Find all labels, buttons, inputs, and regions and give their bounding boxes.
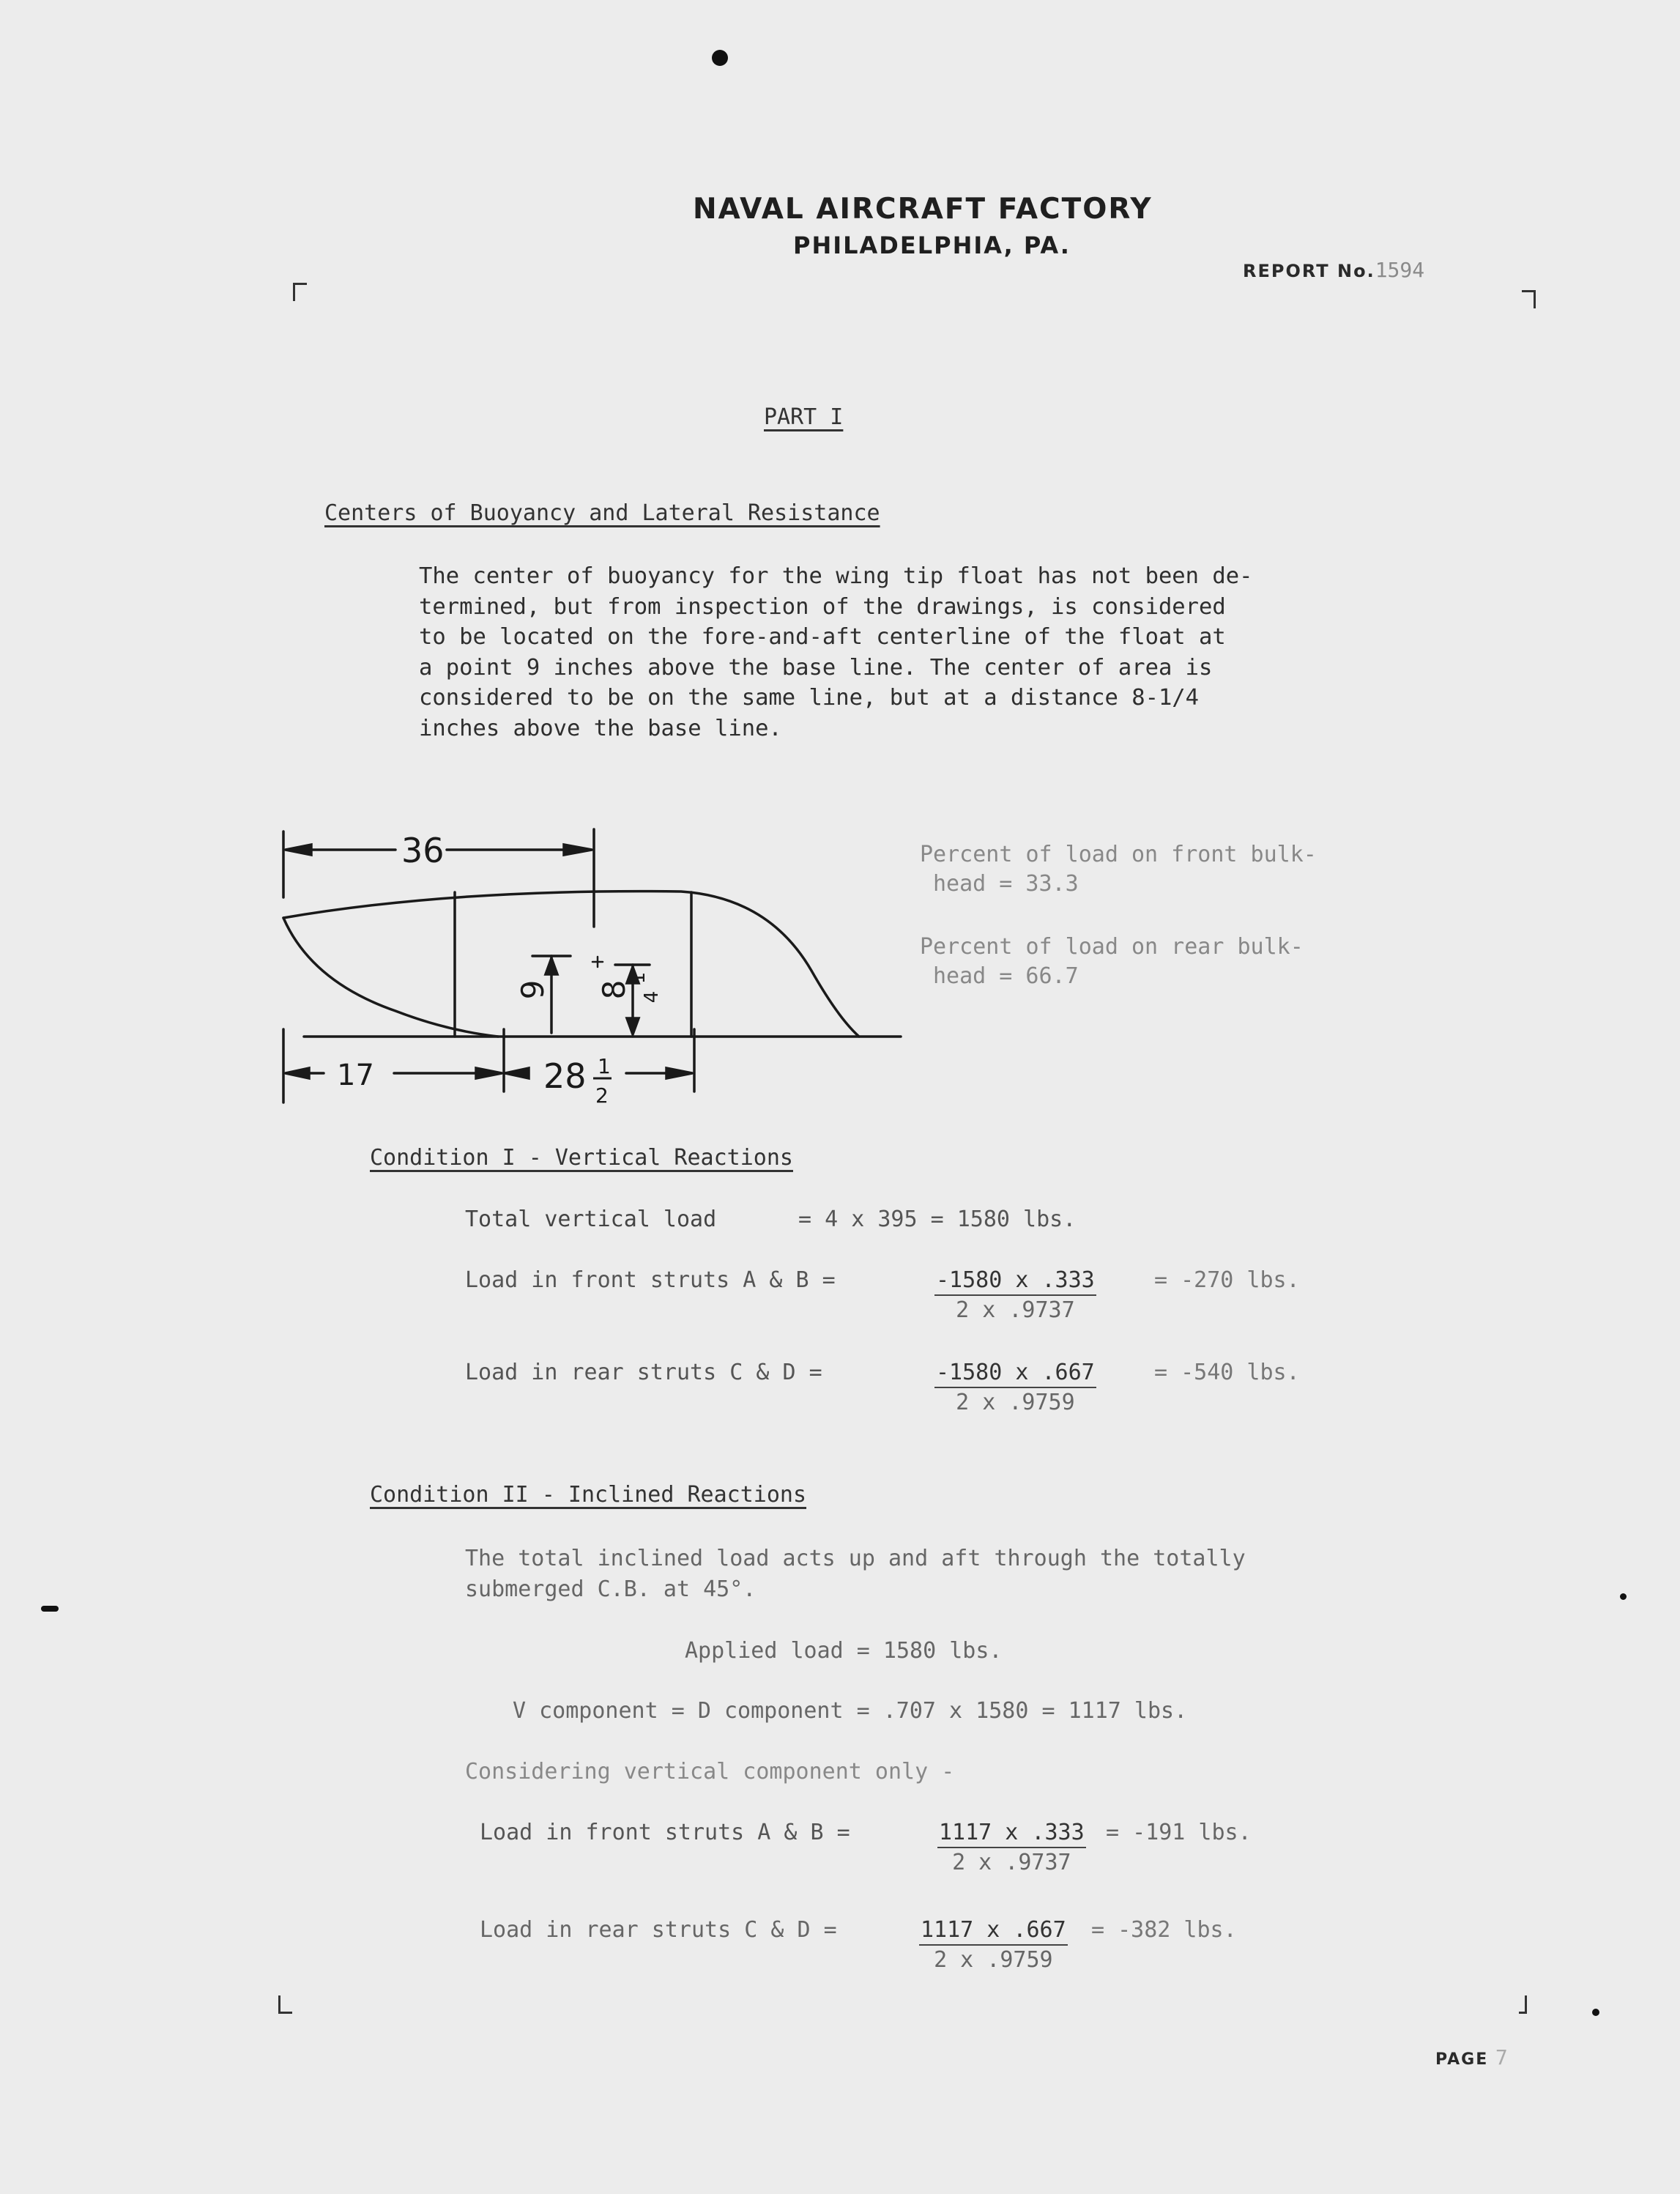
unused-path: [283, 892, 866, 1044]
cond2-front-label: Load in front struts A & B =: [480, 1820, 850, 1845]
note-line: Percent of load on rear bulk-: [920, 934, 1304, 960]
paragraph-line: to be located on the fore-and-aft centerline of the float at: [419, 624, 1226, 650]
note-line: head = 33.3: [933, 871, 1079, 897]
corner-mark-bottom-left: [278, 1995, 292, 2014]
note-line: head = 66.7: [933, 963, 1079, 989]
letterhead-location: PHILADELPHIA, PA.: [793, 231, 1071, 259]
cond1-front-fraction: [934, 1267, 1096, 1323]
dim-label-top: 36: [401, 831, 445, 870]
fraction-numerator: -1580 x .667: [934, 1360, 1096, 1388]
cond2-front-fraction: [937, 1820, 1086, 1875]
report-number-value: 1594: [1375, 258, 1425, 282]
cond1-rear-label: Load in rear struts C & D =: [465, 1360, 822, 1385]
corner-mark-bottom-right: [1519, 1995, 1527, 2014]
condition-2-heading: Condition II - Inclined Reactions: [370, 1482, 807, 1508]
fraction-numerator: 1117 x .333: [937, 1820, 1086, 1848]
considering-note: Considering vertical component only -: [465, 1759, 955, 1785]
page-number-value: 7: [1495, 2045, 1509, 2069]
report-label-text: REPORT No.: [1243, 261, 1375, 281]
intro-line: The total inclined load acts up and aft through the totally: [465, 1546, 1246, 1571]
cond1-front-result: = -270 lbs.: [1154, 1267, 1300, 1293]
margin-speck: [1592, 2009, 1599, 2016]
paragraph-line: considered to be on the same line, but at a distance 8-1/4: [419, 685, 1200, 711]
arrow-head: [286, 1068, 309, 1078]
letterhead-org: NAVAL AIRCRAFT FACTORY: [693, 193, 1153, 226]
front-bulkhead-note: [920, 840, 1317, 899]
cond2-rear-result: = -382 lbs.: [1091, 1917, 1237, 1943]
fraction-denominator: 2 x .9759: [956, 1390, 1075, 1415]
condition-1-heading: Condition I - Vertical Reactions: [370, 1145, 793, 1171]
total-vertical-load-eq: = 4 x 395 = 1580 lbs.: [798, 1207, 1077, 1232]
cond1-rear-result: = -540 lbs.: [1154, 1360, 1300, 1385]
margin-speck: [41, 1606, 59, 1612]
rear-bulkhead-note: [920, 933, 1304, 991]
fraction: [919, 1917, 1068, 1973]
paragraph-line: a point 9 inches above the base line. The center of area is: [419, 654, 1213, 681]
note-line: Percent of load on front bulk-: [920, 842, 1317, 867]
paragraph-line: The center of buoyancy for the wing tip float has not been de-: [419, 563, 1253, 589]
fraction-denominator: 2 x .9759: [934, 1947, 1053, 1973]
dim-label-vertical-a: 9: [515, 979, 551, 1000]
fraction-denominator: 2 x .9737: [956, 1297, 1075, 1323]
load-components: V component = D component = .707 x 1580 = 1117 lbs.: [513, 1698, 1188, 1724]
report-number-label: [1243, 258, 1424, 282]
cond1-front-label: Load in front struts A & B =: [465, 1267, 836, 1293]
arrow-head: [564, 845, 592, 855]
corner-mark-top-right: [1522, 290, 1536, 308]
paragraph-line: termined, but from inspection of the drawings, is considered: [419, 593, 1226, 620]
arrow-head: [627, 1018, 639, 1034]
fraction-numerator: 1117 x .667: [919, 1917, 1068, 1946]
punch-hole-mark: [712, 50, 728, 66]
dim-label-vertical-b: 8: [596, 979, 632, 1000]
section-heading-buoyancy: Centers of Buoyancy and Lateral Resistance: [324, 500, 880, 526]
dim-label-mid: 28: [543, 1056, 587, 1096]
applied-load: Applied load = 1580 lbs.: [685, 1638, 1003, 1664]
dim-label-mid-den: 2: [595, 1083, 609, 1108]
corner-mark-top-left: [293, 283, 307, 301]
fraction: [937, 1820, 1086, 1875]
margin-speck: [1620, 1593, 1627, 1600]
dim-label-mid-num: 1: [598, 1054, 611, 1078]
intro-line: submerged C.B. at 45°.: [465, 1576, 757, 1602]
dim-label-vertical-b-num: 1: [628, 971, 650, 985]
fraction-numerator: -1580 x .333: [934, 1267, 1096, 1296]
float-bottom-outline: [283, 918, 498, 1037]
cond2-rear-fraction: [919, 1917, 1068, 1973]
fraction-denominator: 2 x .9737: [952, 1850, 1071, 1875]
cond2-front-result: = -191 lbs.: [1106, 1820, 1252, 1845]
cond2-rear-label: Load in rear struts C & D =: [480, 1917, 837, 1943]
cond1-rear-fraction: [934, 1360, 1096, 1415]
total-vertical-load-label: Total vertical load: [465, 1207, 717, 1232]
float-top-outline: [283, 892, 859, 1037]
page-number-label: [1435, 2045, 1509, 2069]
fraction: [934, 1267, 1096, 1323]
paragraph-line: inches above the base line.: [419, 715, 782, 741]
arrow-head: [666, 1068, 692, 1078]
dim-label-vertical-b-den: 4: [641, 990, 663, 1004]
buoyancy-paragraph: [419, 561, 1252, 744]
float-profile-diagram: [271, 817, 915, 1110]
dim-label-left: 17: [337, 1059, 374, 1092]
page-label-text: PAGE: [1435, 2050, 1489, 2069]
arrow-head: [286, 845, 311, 855]
arrow-head: [476, 1068, 502, 1078]
arrow-head: [505, 1068, 529, 1078]
arrow-head: [546, 958, 557, 974]
fraction: [934, 1360, 1096, 1415]
cond2-intro: [465, 1543, 1246, 1605]
part-title: PART I: [764, 404, 844, 430]
